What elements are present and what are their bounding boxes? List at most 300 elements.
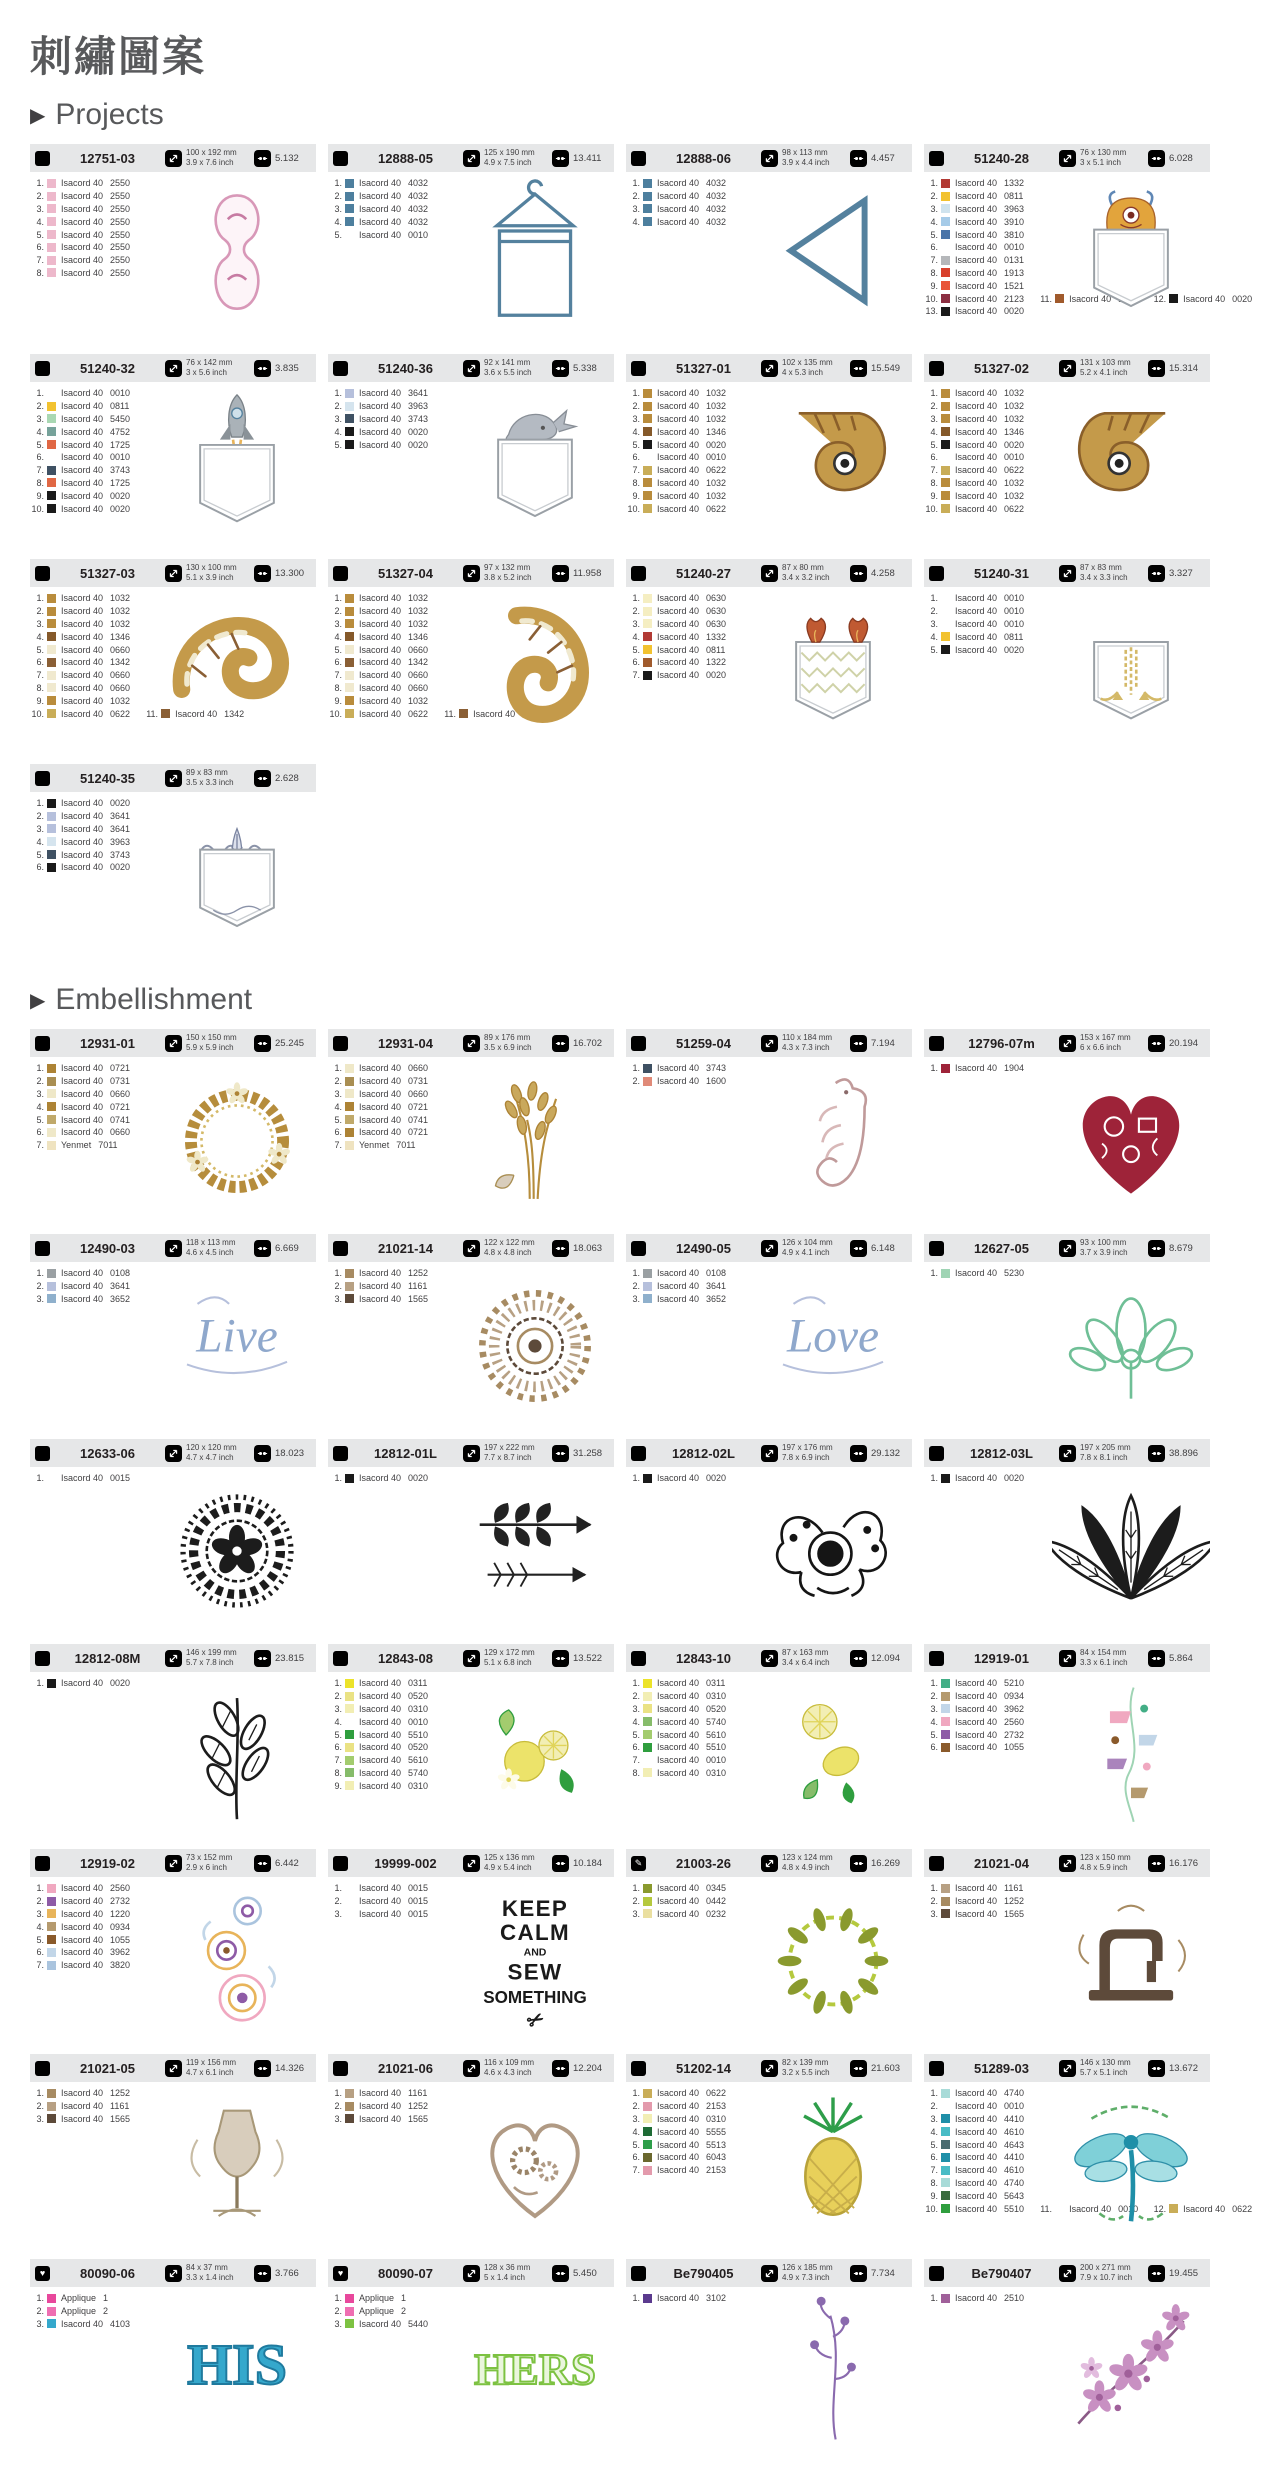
thread-line — [328, 1895, 456, 1908]
stitch-count: 6.148 — [871, 1242, 895, 1254]
design-id: 19999-002 — [374, 1855, 437, 1871]
design-preview — [158, 1882, 316, 2040]
card-header — [328, 1644, 614, 1672]
thread-entry: 3. Isacord 40 1565 — [930, 1908, 1025, 1919]
thread-color-chip — [643, 1768, 652, 1777]
thread-entry: 2. Isacord 40 2153 — [632, 2101, 727, 2112]
thread-entry: 8. Isacord 40 4740 — [930, 2177, 1025, 2188]
thread-line — [626, 1280, 754, 1293]
thread-list — [626, 2087, 754, 2245]
thread-entry: 1. Isacord 40 2550 — [36, 178, 131, 189]
thread-entry: 6. Isacord 40 0020 — [36, 862, 131, 873]
thread-entry: 1. Isacord 40 0108 — [36, 1268, 131, 1279]
thread-color-chip — [47, 256, 56, 265]
design-dimensions — [186, 2263, 250, 2282]
thread-line — [328, 682, 456, 695]
design-preview — [754, 177, 912, 340]
thread-line — [626, 477, 754, 490]
stitch-count: 6.669 — [275, 1242, 299, 1254]
design-art-script — [158, 1267, 316, 1425]
thread-entry: 3. Isacord 40 5440 — [334, 2318, 429, 2329]
thread-color-chip — [47, 504, 56, 513]
thread-line — [328, 1779, 456, 1792]
thread-entry: 7. Isacord 40 2153 — [632, 2165, 727, 2176]
size-inch: 3.9 x 7.6 inch — [186, 158, 234, 167]
thread-color-chip — [345, 594, 354, 603]
stitch-count: 15.549 — [871, 362, 901, 374]
applique-heart-icon: ♥ — [333, 2266, 348, 2281]
thread-line — [30, 861, 158, 874]
thread-line — [626, 489, 754, 502]
thread-line — [924, 2087, 1052, 2100]
thread-entry: 1. Isacord 40 0020 — [36, 1678, 131, 1689]
thread-entry: 2. Isacord 40 1252 — [930, 1896, 1025, 1907]
design-art-hornu — [456, 592, 614, 750]
design-size-icon — [1059, 2060, 1076, 2077]
design-dimensions — [186, 1853, 250, 1872]
thread-color-chip — [941, 491, 950, 500]
thread-line — [924, 2125, 1052, 2138]
thread-line — [924, 2292, 1052, 2305]
design-id: 51240-27 — [676, 565, 731, 581]
design-preview — [754, 1677, 912, 1835]
design-id: 51240-31 — [974, 565, 1029, 581]
thread-line — [30, 605, 158, 618]
thread-line — [626, 1062, 754, 1075]
design-dimensions — [186, 768, 250, 787]
thread-color-chip — [345, 658, 354, 667]
thread-entry: 1. Isacord 40 0311 — [334, 1678, 428, 1689]
design-card — [30, 1029, 316, 1220]
thread-color-chip — [941, 1897, 950, 1906]
design-card — [924, 2259, 1210, 2450]
thread-color-chip — [345, 230, 354, 239]
stitch-count-icon — [254, 565, 271, 582]
stitch-count-icon — [850, 2060, 867, 2077]
thread-color-chip — [47, 1102, 56, 1111]
thread-color-chip — [47, 402, 56, 411]
thread-color-chip — [345, 1077, 354, 1086]
thread-color-chip — [643, 2294, 652, 2303]
thread-line — [30, 451, 158, 464]
thread-entry: 9. Isacord 40 5643 — [930, 2190, 1025, 2201]
thread-line — [924, 1908, 1052, 1921]
design-dimensions — [1080, 563, 1144, 582]
thread-line — [626, 1703, 754, 1716]
thread-line — [626, 592, 754, 605]
card-badge-icon — [35, 151, 50, 166]
thread-line — [30, 215, 158, 228]
size-mm: 197 x 222 mm — [484, 1443, 535, 1453]
card-header — [924, 2259, 1210, 2287]
stitch-count: 6.028 — [1169, 152, 1193, 164]
thread-color-chip — [643, 204, 652, 213]
thread-entry: 8. Isacord 40 2550 — [36, 267, 131, 278]
thread-color-chip — [345, 402, 354, 411]
thread-color-chip — [47, 491, 56, 500]
thread-color-chip — [47, 1935, 56, 1944]
thread-color-chip — [345, 1743, 354, 1752]
design-id: 12919-01 — [974, 1650, 1029, 1666]
stitch-count: 19.455 — [1169, 2267, 1199, 2279]
thread-line — [328, 2113, 456, 2126]
section — [30, 983, 1253, 2464]
thread-color-chip — [643, 414, 652, 423]
thread-line — [328, 1139, 456, 1152]
size-mm: 119 x 156 mm — [186, 2058, 237, 2068]
thread-color-chip — [941, 1692, 950, 1701]
thread-line — [30, 669, 158, 682]
thread-entry: 1. Isacord 40 5210 — [930, 1678, 1025, 1689]
card-header — [328, 2259, 614, 2287]
thread-entry: 4. Isacord 40 0010 — [334, 1716, 429, 1727]
stitch-count: 18.063 — [573, 1242, 603, 1254]
thread-line — [626, 605, 754, 618]
thread-color-chip — [941, 1743, 950, 1752]
thread-entry: 11. Isacord 40 1342 — [444, 708, 543, 719]
thread-color-chip — [345, 1884, 354, 1893]
thread-line — [30, 2305, 158, 2318]
thread-color-chip — [643, 453, 652, 462]
card-row — [30, 354, 1250, 545]
thread-line — [626, 1908, 754, 1921]
thread-color-chip — [941, 389, 950, 398]
thread-line — [328, 656, 456, 669]
thread-color-chip — [643, 1704, 652, 1713]
thread-entry: 9. Isacord 40 0310 — [334, 1780, 429, 1791]
thread-entry: 7. Isacord 40 2550 — [36, 255, 131, 266]
design-art-ramr — [754, 387, 912, 545]
thread-line — [30, 848, 158, 861]
size-inch: 4.9 x 7.3 inch — [782, 2273, 830, 2282]
card-body — [328, 2082, 614, 2245]
design-art-seahorse — [754, 1062, 912, 1220]
thread-line — [30, 1100, 158, 1113]
design-dimensions — [1080, 1648, 1144, 1667]
design-preview — [1052, 1062, 1210, 1220]
design-size-icon — [761, 1855, 778, 1872]
thread-entry: 6. Isacord 40 0660 — [36, 1127, 131, 1138]
thread-color-chip — [47, 2319, 56, 2328]
design-size-icon — [1059, 1650, 1076, 1667]
thread-list — [328, 177, 456, 340]
thread-entry: 10. Isacord 40 0020 — [31, 503, 131, 514]
design-size-icon — [463, 360, 480, 377]
size-mm: 130 x 100 mm — [186, 563, 237, 573]
card-body — [626, 172, 912, 340]
thread-color-chip — [345, 671, 354, 680]
thread-line — [30, 2318, 158, 2331]
thread-line — [30, 1267, 158, 1280]
thread-entry: 3. Isacord 40 3641 — [36, 823, 131, 834]
page-title: 刺繡圖案 — [30, 33, 207, 80]
thread-line — [626, 2100, 754, 2113]
thread-entry: 6. Isacord 40 6043 — [632, 2152, 727, 2163]
card-badge-icon — [929, 151, 944, 166]
thread-entry: 3. Isacord 40 0630 — [632, 618, 727, 629]
thread-entry: 9. Isacord 40 1521 — [930, 280, 1025, 291]
thread-color-chip — [941, 2166, 950, 2175]
thread-line — [328, 2292, 456, 2305]
design-size-icon — [165, 360, 182, 377]
thread-line — [924, 2202, 1253, 2215]
thread-entry: 4. Isacord 40 2550 — [36, 216, 131, 227]
thread-entry: 1. Isacord 40 2560 — [36, 1883, 131, 1894]
thread-color-chip — [941, 594, 950, 603]
thread-color-chip — [643, 504, 652, 513]
thread-entry: 4. Isacord 40 3910 — [930, 216, 1025, 227]
design-art-dragonfly — [1052, 2087, 1210, 2245]
design-card — [30, 1644, 316, 1835]
card-badge-icon — [631, 1036, 646, 1051]
thread-entry: 1. Isacord 40 0660 — [334, 1063, 429, 1074]
size-inch: 3 x 5.1 inch — [1080, 158, 1121, 167]
stitch-count: 12.094 — [871, 1652, 901, 1664]
thread-list — [924, 592, 1052, 750]
design-art-script — [754, 1267, 912, 1425]
thread-entry: 5. Isacord 40 5510 — [334, 1729, 429, 1740]
thread-color-chip — [47, 1922, 56, 1931]
design-preview — [1052, 1677, 1210, 1835]
card-row — [30, 144, 1253, 340]
design-art-hornl — [158, 592, 316, 750]
thread-list — [30, 2292, 158, 2450]
thread-entry: 2. Isacord 40 0015 — [334, 1896, 429, 1907]
thread-entry: 4. Isacord 40 0934 — [36, 1921, 131, 1932]
thread-entry: 5. Isacord 40 5513 — [632, 2139, 727, 2150]
thread-color-chip — [47, 204, 56, 213]
size-mm: 102 x 135 mm — [782, 358, 833, 368]
thread-line — [30, 1126, 158, 1139]
thread-line — [626, 1741, 754, 1754]
thread-color-chip — [47, 1897, 56, 1906]
size-mm: 100 x 192 mm — [186, 148, 237, 158]
thread-color-chip — [47, 268, 56, 277]
design-card — [328, 1644, 614, 1835]
design-dimensions — [1080, 1238, 1144, 1257]
design-id: 12490-03 — [80, 1240, 135, 1256]
design-dimensions — [186, 563, 250, 582]
stitch-count: 7.734 — [871, 2267, 895, 2279]
thread-color-chip — [345, 709, 354, 718]
design-id: 51202-14 — [676, 2060, 731, 2076]
thread-color-chip — [941, 414, 950, 423]
design-dimensions — [1080, 358, 1144, 377]
card-badge-icon — [35, 1036, 50, 1051]
design-id: 12627-05 — [974, 1240, 1029, 1256]
thread-entry: 1. Isacord 40 1161 — [930, 1883, 1024, 1894]
thread-entry: 8. Isacord 40 0660 — [334, 682, 429, 693]
card-badge-icon — [35, 2061, 50, 2076]
thread-entry: 4. Isacord 40 1346 — [632, 426, 727, 437]
design-art-pineapple — [754, 2087, 912, 2245]
thread-color-chip — [941, 2102, 950, 2111]
thread-color-chip — [345, 1897, 354, 1906]
thread-line — [30, 203, 158, 216]
thread-entry: 2. Isacord 40 0731 — [36, 1076, 131, 1087]
thread-line — [30, 2292, 158, 2305]
design-card — [328, 144, 614, 340]
thread-color-chip — [643, 1884, 652, 1893]
hoop-icon: ✎ — [631, 1856, 646, 1871]
thread-line — [328, 190, 456, 203]
thread-entry: 4. Isacord 40 5740 — [632, 1716, 727, 1727]
card-badge-icon — [631, 1446, 646, 1461]
card-row — [30, 1439, 1250, 1630]
stitch-count-icon — [1148, 2060, 1165, 2077]
design-dimensions — [782, 1443, 846, 1462]
thread-entry: 2. Isacord 40 1161 — [36, 2101, 130, 2112]
stitch-count-icon — [850, 150, 867, 167]
design-size-icon — [463, 150, 480, 167]
thread-entry: 11. Isacord 40 0010 — [1040, 2203, 1139, 2214]
thread-entry: 3. Isacord 40 4032 — [334, 203, 429, 214]
card-header — [626, 2054, 912, 2082]
design-dimensions — [186, 1648, 250, 1667]
design-id: 12796-07m — [968, 1035, 1035, 1051]
thread-entry: 3. Isacord 40 3963 — [930, 203, 1025, 214]
thread-color-chip — [643, 2140, 652, 2149]
thread-entry: 1. Isacord 40 0010 — [36, 388, 131, 399]
thread-line — [626, 2125, 754, 2138]
design-art-pocketwhale — [456, 387, 614, 545]
thread-entry: 5. Isacord 40 0020 — [930, 439, 1025, 450]
thread-list — [328, 1472, 456, 1630]
thread-entry: 4. Isacord 40 4752 — [36, 426, 131, 437]
design-id: 12812-08M — [74, 1650, 141, 1666]
size-inch: 4.9 x 5.4 inch — [484, 1863, 532, 1872]
thread-color-chip — [941, 478, 950, 487]
thread-color-chip — [345, 1089, 354, 1098]
size-inch: 2.9 x 6 inch — [186, 1863, 227, 1872]
thread-line — [924, 400, 1052, 413]
thread-list — [328, 1267, 456, 1425]
thread-line — [924, 203, 1052, 216]
design-dimensions — [484, 1853, 548, 1872]
size-mm: 84 x 37 mm — [186, 2263, 228, 2273]
thread-line — [626, 643, 754, 656]
thread-entry: 6. Isacord 40 3962 — [36, 1947, 131, 1958]
card-badge-icon — [333, 151, 348, 166]
design-dimensions — [484, 2263, 548, 2282]
design-art-raml — [1052, 387, 1210, 545]
card-header — [626, 144, 912, 172]
card-body — [626, 2287, 912, 2450]
thread-entry: 7. Isacord 40 0622 — [930, 465, 1025, 476]
thread-line — [626, 1267, 754, 1280]
thread-entry: 6. Isacord 40 0010 — [930, 452, 1025, 463]
design-preview — [456, 592, 614, 750]
stitch-count: 10.184 — [573, 1857, 603, 1869]
design-id: 51240-35 — [80, 770, 135, 786]
thread-line — [328, 694, 456, 707]
card-badge-icon — [631, 2061, 646, 2076]
section-title-embellishment — [30, 983, 1250, 1017]
thread-entry: 7. Isacord 40 0660 — [36, 670, 131, 681]
design-dimensions — [484, 1033, 548, 1052]
thread-entry: 7. Isacord 40 5610 — [334, 1755, 429, 1766]
thread-list — [30, 387, 158, 545]
thread-entry: 2. Isacord 40 0811 — [930, 191, 1024, 202]
thread-line — [30, 177, 158, 190]
thread-entry: 8. Isacord 40 1032 — [632, 477, 727, 488]
design-art-heartspools — [1052, 1062, 1210, 1220]
thread-line — [626, 438, 754, 451]
thread-color-chip — [643, 466, 652, 475]
thread-color-chip — [941, 217, 950, 226]
thread-entry: 1. Isacord 40 1032 — [930, 388, 1025, 399]
thread-entry: 2. Applique 2 — [36, 2306, 109, 2317]
thread-entry: 2. Isacord 40 2550 — [36, 191, 131, 202]
thread-line — [328, 387, 456, 400]
design-card — [30, 1439, 316, 1630]
thread-entry: 10. Isacord 40 2123 — [925, 293, 1025, 304]
thread-entry: 7. Isacord 40 0131 — [930, 255, 1025, 266]
card-header — [626, 354, 912, 382]
card-body — [30, 1057, 316, 1220]
thread-line — [30, 592, 158, 605]
size-mm: 125 x 190 mm — [484, 148, 535, 158]
size-inch: 4.8 x 4.9 inch — [782, 1863, 830, 1872]
thread-entry: 9. Isacord 40 1032 — [334, 695, 429, 706]
design-preview — [456, 1472, 614, 1630]
thread-color-chip — [345, 192, 354, 201]
thread-line — [30, 656, 158, 669]
stitch-count: 4.258 — [871, 567, 895, 579]
thread-entry: 1. Isacord 40 0020 — [36, 798, 131, 809]
size-inch: 3.3 x 1.4 inch — [186, 2273, 234, 2282]
design-card — [328, 2259, 614, 2450]
card-badge-icon — [333, 1651, 348, 1666]
size-inch: 5.1 x 3.9 inch — [186, 573, 234, 582]
design-preview — [754, 1882, 912, 2040]
section-label: Projects — [55, 98, 164, 131]
design-id: 51327-01 — [676, 360, 731, 376]
size-inch: 7.9 x 10.7 inch — [1080, 2273, 1133, 2282]
thread-line — [626, 1767, 754, 1780]
thread-color-chip — [47, 1282, 56, 1291]
design-card — [30, 764, 316, 955]
design-size-icon — [1059, 1240, 1076, 1257]
design-dimensions — [186, 2058, 250, 2077]
stitch-count-icon — [552, 360, 569, 377]
thread-line — [626, 2292, 754, 2305]
thread-line — [924, 1895, 1052, 1908]
design-card — [626, 559, 912, 750]
thread-color-chip — [47, 594, 56, 603]
design-id: 12931-01 — [80, 1035, 135, 1051]
thread-line — [626, 1293, 754, 1306]
size-inch: 7.7 x 8.7 inch — [484, 1453, 532, 1462]
design-card — [30, 2259, 316, 2450]
stitch-count-icon — [552, 2060, 569, 2077]
thread-entry: 7. Isacord 40 0010 — [632, 1755, 727, 1766]
thread-color-chip — [643, 1692, 652, 1701]
thread-color-chip — [345, 1294, 354, 1303]
thread-entry: 1. Isacord 40 1252 — [36, 2088, 131, 2099]
thread-line — [30, 1677, 158, 1690]
design-art-blossoms — [1052, 2292, 1210, 2450]
thread-line — [924, 477, 1052, 490]
thread-entry: 7. Yenmet 7011 — [334, 1140, 416, 1151]
stitch-count: 13.300 — [275, 567, 305, 579]
thread-entry: 5. Isacord 40 3810 — [930, 229, 1025, 240]
size-inch: 4 x 5.3 inch — [782, 368, 823, 377]
size-mm: 146 x 130 mm — [1080, 2058, 1131, 2068]
thread-entry: 3. Isacord 40 1565 — [334, 1293, 429, 1304]
design-dimensions — [186, 148, 250, 167]
thread-color-chip — [345, 2089, 354, 2098]
